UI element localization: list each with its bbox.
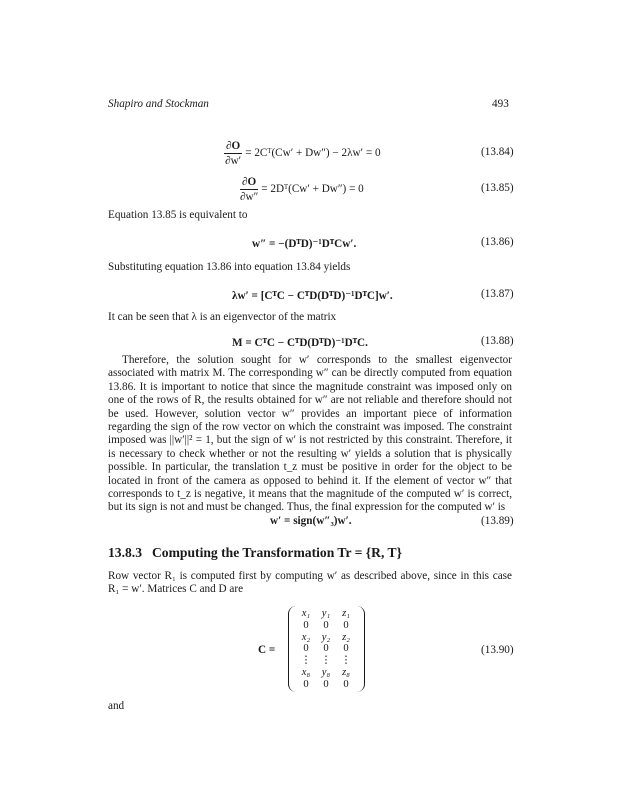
- running-title: Shapiro and Stockman: [108, 98, 209, 110]
- matrix-cell: 0: [303, 678, 309, 690]
- text-line: It can be seen that λ is an eigenvector of the matrix: [108, 311, 337, 323]
- equation-number: (13.87): [481, 288, 514, 300]
- closing-text: and: [108, 700, 125, 712]
- section-title: Computing the Transformation Tr = {R, T}: [151, 545, 402, 560]
- equation-body: w′ = sign(w″₃)w′.: [270, 515, 352, 527]
- matrix-cell: 0: [323, 678, 329, 690]
- section-paragraph: Row vector R₁ is computed first by computing w′ as described above, since in this case R₁ = w′. Matrices C and D are: [108, 570, 512, 596]
- equation-number: (13.84): [481, 146, 514, 158]
- matrix-cell: ⋮: [300, 655, 312, 667]
- text-line: Substituting equation 13.86 into equation 13.84 yields: [108, 261, 351, 273]
- text-line: Equation 13.85 is equivalent to: [108, 209, 248, 221]
- matrix-cell: x₈: [301, 667, 311, 678]
- equation-number: (13.85): [481, 182, 514, 194]
- equation-body: M = CᵀC − CᵀD(DᵀD)⁻¹DᵀC.: [232, 337, 368, 349]
- matrix-cell: z₂: [342, 631, 350, 643]
- matrix-cell: z₁: [342, 608, 350, 619]
- matrix-cell: y₁: [321, 608, 331, 619]
- section-number: 13.8.3: [108, 545, 142, 560]
- matrix-cell: 0: [323, 643, 329, 655]
- matrix-cell: y₈: [321, 667, 331, 678]
- equation-number: (13.89): [481, 515, 514, 527]
- matrix-cell: ⋮: [320, 655, 332, 667]
- section-heading: [108, 545, 402, 561]
- matrix-cell: ⋮: [340, 655, 352, 667]
- matrix-cell: 0: [343, 643, 349, 655]
- fraction-numerator: ∂O: [226, 140, 241, 152]
- matrix-label: C =: [258, 644, 276, 656]
- right-parenthesis: [356, 606, 365, 692]
- equation-number: (13.86): [481, 236, 514, 248]
- equation-number: (13.90): [481, 644, 514, 656]
- fraction-numerator: ∂O: [240, 176, 258, 190]
- matrix-cell: y₂: [321, 631, 331, 643]
- fraction-denominator: ∂w″: [240, 191, 259, 203]
- equation-body: w″ = −(DᵀD)⁻¹DᵀCw′.: [252, 238, 357, 250]
- page-number: 493: [492, 98, 509, 110]
- fraction-denominator: ∂w′: [225, 155, 242, 167]
- equation-body: λw′ = [CᵀC − CᵀD(DᵀD)⁻¹DᵀC]w′.: [232, 290, 393, 302]
- matrix-cell: 0: [303, 619, 309, 631]
- body-paragraph: Therefore, the solution sought for w′ corresponds to the smallest eigenvector associated with matrix M. The corresponding w″ can be directly computed from equation 13.86. It is important to notice that since the magnitude constraint was imposed only on one of the rows of R, the results obtained for w″ are not reliable and therefore should not be used. However, solution vector w″ provides an important piece of information regarding the sign of the row vector on which the constraint was imposed. The constraint imposed was ||w′||² = 1, but the sign of w′ is not restricted by this constraint. Therefore, it is necessary to check whether or not the resulting w′ yields a solution that is physically possible. In particular, the translation t_z must be positive in order for the object to be located in front of the camera as opposed to behind it. If the element of vector w″ that corresponds to t_z is negative, it means that the magnitude of the computed w′ is correct, but its sign is not and must be changed. Thus, the final expression for the computed w′ is: [108, 354, 512, 514]
- matrix-cell: 0: [323, 619, 329, 631]
- matrix-cell: x₁: [301, 608, 311, 619]
- equation-rhs: = 2Dᵀ(Cw′ + Dw″) = 0: [261, 183, 364, 196]
- matrix-cell: 0: [343, 619, 349, 631]
- matrix-cell: 0: [303, 643, 309, 655]
- equation-number: (13.88): [481, 335, 514, 347]
- matrix-cell: 0: [343, 678, 349, 690]
- matrix-cell: z₈: [342, 667, 350, 678]
- matrix-cell: x₂: [301, 631, 311, 643]
- equation-rhs: = 2Cᵀ(Cw′ + Dw″) − 2λw′ = 0: [245, 147, 381, 160]
